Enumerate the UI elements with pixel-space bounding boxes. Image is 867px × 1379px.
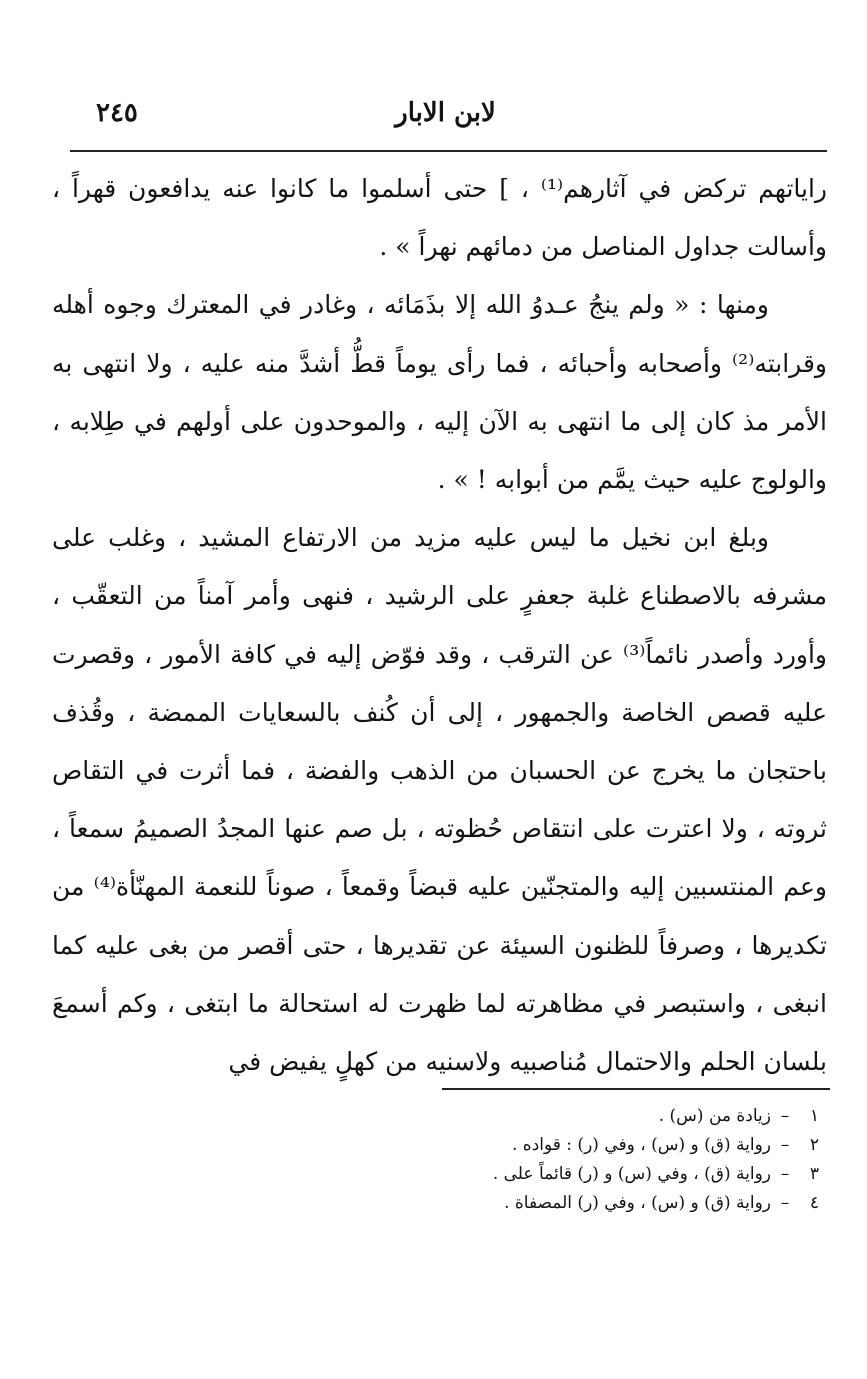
footnote-text: رواية (ق) ، وفي (س) و (ر) قائماً على . xyxy=(492,1164,771,1184)
footnote-dash: – xyxy=(780,1193,790,1213)
running-title: لابن الابار xyxy=(395,98,496,128)
paragraph: ومنها : « ولم ينجُ عـدوُ الله إلا بذَمَائه ، وغادر في المعترك وجوه أهله وقرابته⁽²⁾ وأصحابه وأحبائه ، فما رأى يوماً قطُّ أشدَّ منه عليه ، ولا انتهى به الأمر مذ كان إلى ما انتهى به الآن إليه ، والموحدون على أولهم في طِلابه ، والولوج عليه حيث يمَّم من أبوابه ! » . xyxy=(52,290,827,495)
footnote-text: رواية (ق) و (س) ، وفي (ر) المصفاة . xyxy=(504,1193,771,1213)
footnote-number: ١ xyxy=(809,1106,819,1126)
footnote xyxy=(300,1160,819,1189)
paragraph: راياتهم تركض في آثارهم⁽¹⁾ ، ] حتى أسلموا ما كانوا عنه يدافعون قهراً ، وأسالت جداول المناصل من دمائهم نهراً » . xyxy=(52,174,827,262)
footnote-dash: – xyxy=(780,1135,790,1155)
page-header xyxy=(70,92,821,140)
body-text xyxy=(52,160,827,1091)
header-rule xyxy=(70,150,827,152)
footnote xyxy=(300,1102,819,1131)
footnote-number: ٤ xyxy=(809,1193,819,1213)
paragraph: وبلغ ابن نخيل ما ليس عليه مزيد من الارتفاع المشيد ، وغلب على مشرفه بالاصطناع غلبة جعفرٍ على الرشيد ، فنهى وأمر آمناً من التعقّب ، وأورد وأصدر نائماً⁽³⁾ عن الترقب ، وقد فوّض إليه في كافة الأمور ، وقصرت عليه قصص الخاصة والجمهور ، إلى أن كُنف بالسعايات الممضة ، وقُذف باحتجان ما يخرج عن الحسبان من الذهب والفضة ، فما أثرت في التقاص ثروته ، ولا اعترت على انتقاص حُظوته ، بل صم عنها المجدُ الصميمُ سمعاً ، وعم المنتسبين إليه والمتجنّين عليه قبضاً وقمعاً ، صوناً للنعمة المهنّأة⁽⁴⁾ من تكديرها ، وصرفاً للظنون السيئة عن تقديرها ، حتى أقصر من بغى عليه كما انبغى ، واستبصر في مظاهرته لما ظهرت له استحالة ما ابتغى ، وكم أسمعَ بلسان الحلم والاحتمال مُناصبيه ولاسنيه من كهلٍ يفيض في xyxy=(52,523,827,1077)
footnote-text: زيادة من (س) . xyxy=(658,1106,771,1126)
footnote-number: ٢ xyxy=(809,1135,819,1155)
page-number: ٢٤٥ xyxy=(96,98,138,128)
footnote-number: ٣ xyxy=(809,1164,819,1184)
footnote xyxy=(300,1189,819,1218)
footnote-rule xyxy=(442,1088,830,1090)
footnote-dash: – xyxy=(780,1106,790,1126)
footnote xyxy=(300,1131,819,1160)
footnotes xyxy=(300,1102,819,1218)
footnote-text: رواية (ق) و (س) ، وفي (ر) : قواده . xyxy=(511,1135,771,1155)
footnote-dash: – xyxy=(780,1164,790,1184)
